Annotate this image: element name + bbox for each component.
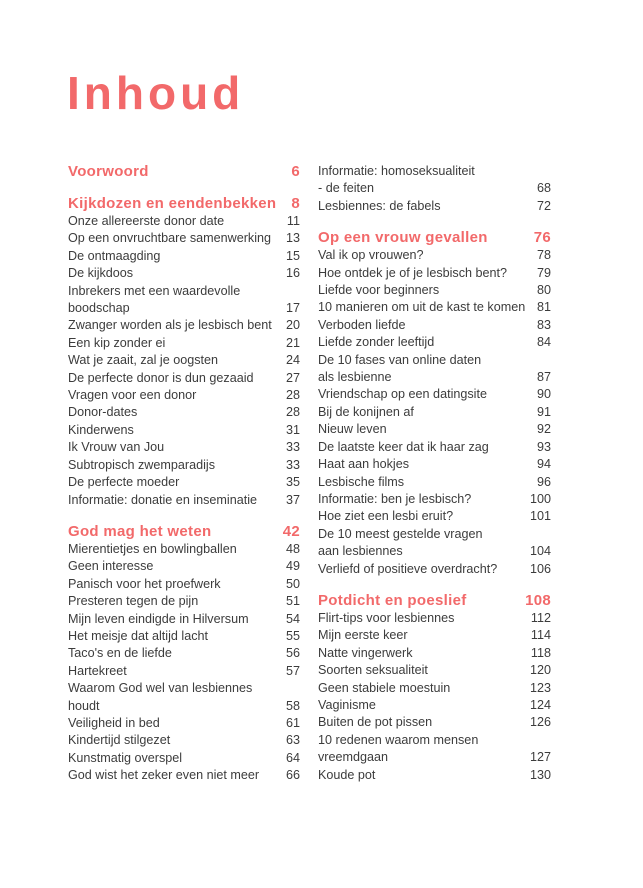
toc-entry-page: 84 [536,335,551,350]
toc-entry [68,750,300,767]
toc-entry-page: 100 [529,491,551,506]
toc-entry-page: 87 [536,370,551,385]
toc-entry [68,265,300,282]
toc-entry [68,732,300,749]
toc-column-left [68,163,300,785]
toc-entry-title: Hartekreet [68,663,127,678]
toc-entry-title: Natte vingerwerk [318,645,413,660]
toc-section-heading [318,592,551,610]
toc-entry-title: Vragen voor een donor [68,388,197,403]
toc-entry-page: 72 [536,198,551,213]
toc-entry-title: Buiten de pot pissen [318,715,433,730]
toc-entry [68,645,300,662]
toc-entry-page: 20 [285,318,300,333]
toc-entry-title: Flirt-tips voor lesbiennes [318,610,455,625]
toc-entry [318,456,551,473]
toc-entry-page: 35 [285,475,300,490]
toc-section-page: 8 [291,195,300,212]
toc-entry-title: Inbrekers met een waardevolle [68,283,241,298]
toc-entry-page: 17 [285,301,300,316]
toc-entry-title: Liefde voor beginners [318,283,440,298]
toc-entry-page: 21 [285,335,300,350]
toc-section-page: 42 [282,522,300,540]
toc-entry [68,558,300,575]
toc-entry-title: Verboden liefde [318,317,406,332]
toc-entry-title: Donor-dates [68,405,138,420]
toc-entry-page: 92 [536,422,551,437]
toc-entry [318,645,551,662]
toc-entry-title: Informatie: donatie en inseminatie [68,492,258,507]
toc-entry-page: 27 [285,370,300,385]
toc-entry [68,370,300,387]
toc-section-page: 6 [291,163,300,180]
toc-entry-page: 51 [285,594,300,609]
toc-entry-page: 130 [529,767,551,782]
toc-entry-page: 11 [286,214,300,228]
toc-entry-page: 91 [536,404,551,419]
toc-entry [318,265,551,282]
toc-entry-title: Hoe ziet een lesbi eruit? [318,509,454,524]
toc-entry [68,422,300,439]
toc-entry [318,352,551,369]
toc-entry-title: vreemdgaan [318,750,389,765]
toc-entry-page: 37 [285,492,300,507]
toc-entry-title: De perfecte donor is dun gezaaid [68,370,254,385]
toc-entry-page: 58 [285,698,300,713]
toc-entry-title: De perfecte moeder [68,475,180,490]
toc-entry-title: Subtropisch zwemparadijs [68,457,215,472]
toc-entry-page: 55 [285,628,300,643]
toc-entry-title: Informatie: homoseksualiteit [318,164,475,178]
toc-entry-page: 31 [285,422,300,437]
toc-entry-page: 124 [529,697,551,712]
toc-entry [68,335,300,352]
toc-entry-page: 114 [530,628,551,643]
toc-entry-page: 28 [285,405,300,420]
toc-entry-title: Lesbiennes: de fabels [318,198,441,213]
toc-entry-page: 15 [285,248,300,263]
toc-entry [318,439,551,456]
toc-entry [318,282,551,299]
toc-entry [318,247,551,264]
toc-entry-title: Veiligheid in bed [68,715,160,730]
toc-entry-title: Val ik op vrouwen? [318,248,424,263]
toc-entry-title: De ontmaagding [68,248,161,263]
toc-entry-page: 33 [285,440,300,455]
toc-column-right [318,163,551,784]
toc-entry [318,526,551,543]
toc-section-heading [68,523,300,541]
toc-entry-title: Vaginisme [318,697,376,712]
toc-columns [68,163,551,785]
page-title: Inhoud [67,67,245,119]
toc-entry [68,300,300,317]
toc-entry-title: aan lesbiennes [318,544,403,559]
toc-entry-page: 80 [536,283,551,298]
toc-entry-title: Nieuw leven [318,422,387,437]
toc-entry-title: Kunstmatig overspel [68,750,183,765]
toc-entry-title: De laatste keer dat ik haar zag [318,439,489,454]
toc-entry-title: Bij de konijnen af [318,404,414,419]
toc-entry [68,680,300,697]
toc-entry-page: 120 [529,663,551,678]
toc-entry-title: Zwanger worden als je lesbisch bent [68,318,272,333]
toc-entry-title: Liefde zonder leeftijd [318,335,435,350]
toc-entry [318,662,551,679]
toc-entry [68,457,300,474]
toc-section-title: Op een vrouw gevallen [318,229,488,247]
toc-entry [318,680,551,697]
toc-entry-page: 106 [529,561,551,576]
toc-entry-title: Onze allereerste donor date [68,214,225,228]
toc-entry-title: Op een onvruchtbare samenwerking [68,231,272,246]
toc-entry-page: 81 [536,300,551,315]
toc-entry [68,541,300,558]
toc-entry-title: als lesbienne [318,370,392,385]
toc-entry [318,491,551,508]
toc-entry-title: Mijn eerste keer [318,628,408,643]
toc-section-heading [68,195,300,213]
toc-entry [318,561,551,578]
toc-entry-title: Lesbische films [318,474,405,489]
toc-entry [68,593,300,610]
toc-entry [318,421,551,438]
toc-entry-title: Soorten seksualiteit [318,663,428,678]
toc-entry [68,317,300,334]
toc-entry-page: 101 [529,509,551,524]
toc-entry-page: 50 [285,576,300,591]
toc-entry-title: Haat aan hokjes [318,457,410,472]
toc-entry-title: Verliefd of positieve overdracht? [318,561,498,576]
toc-entry [318,299,551,316]
toc-entry [68,352,300,369]
toc-entry-title: God wist het zeker even niet meer [68,768,260,783]
toc-entry-page: 83 [536,317,551,332]
toc-entry-page: 63 [285,733,300,748]
toc-entry [68,213,300,230]
toc-entry [318,163,551,180]
toc-entry [318,180,551,197]
toc-entry-title: De 10 fases van online daten [318,352,482,367]
toc-entry-title: Een kip zonder ei [68,335,166,350]
toc-section-title: God mag het weten [68,522,212,540]
toc-entry [318,404,551,421]
toc-entry-title: - de feiten [318,181,375,196]
toc-entry [68,663,300,680]
toc-entry-title: Presteren tegen de pijn [68,594,199,609]
toc-section-heading [318,229,551,247]
toc-section-title: Kijkdozen en eendenbekken [68,195,277,212]
toc-section-heading [68,163,300,181]
toc-entry [68,611,300,628]
toc-entry-page: 127 [529,750,551,765]
toc-entry [68,474,300,491]
toc-entry-page: 24 [285,353,300,368]
toc-entry-title: Taco's en de liefde [68,646,172,661]
toc-entry-page: 93 [536,439,551,454]
toc-section-page: 108 [525,591,551,609]
toc-entry [318,749,551,766]
toc-entry [68,698,300,715]
toc-entry-title: Koude pot [318,767,376,782]
toc-entry-page: 68 [536,181,551,196]
toc-entry-page: 49 [285,559,300,574]
toc-entry-title: Mijn leven eindigde in Hilversum [68,611,249,626]
toc-section-title: Voorwoord [68,163,149,180]
toc-entry-page: 48 [285,541,300,556]
toc-entry-page: 33 [285,457,300,472]
toc-entry [68,576,300,593]
toc-entry [68,248,300,265]
toc-entry-title: boodschap [68,301,130,316]
toc-entry-page: 104 [529,544,551,559]
toc-entry-title: 10 manieren om uit de kast te komen [318,300,526,315]
toc-entry-title: Kindertijd stilgezet [68,733,171,748]
toc-entry-title: De 10 meest gestelde vragen [318,526,483,541]
toc-entry [318,508,551,525]
toc-entry [68,715,300,732]
toc-entry [68,628,300,645]
toc-entry-page: 123 [529,680,551,695]
toc-entry-page: 90 [536,387,551,402]
toc-entry-title: Hoe ontdek je of je lesbisch bent? [318,265,508,280]
toc-entry-title: Vriendschap op een datingsite [318,387,487,402]
toc-entry [68,439,300,456]
toc-entry-title: 10 redenen waarom mensen [318,732,479,747]
toc-entry [318,627,551,644]
toc-entry [68,767,300,784]
toc-entry-page: 112 [530,610,551,625]
toc-entry-title: Ik Vrouw van Jou [68,440,165,455]
toc-entry [318,317,551,334]
toc-entry [68,492,300,509]
toc-entry-page: 66 [285,768,300,783]
toc-entry-title: Panisch voor het proefwerk [68,576,221,591]
toc-entry [318,767,551,784]
toc-entry-page: 13 [285,231,300,246]
toc-entry [318,198,551,215]
toc-entry-page: 57 [285,663,300,678]
toc-entry [318,714,551,731]
toc-entry-title: Wat je zaait, zal je oogsten [68,353,219,368]
toc-entry [318,610,551,627]
toc-entry [68,387,300,404]
toc-entry-title: Geen interesse [68,559,154,574]
toc-entry-page: 78 [536,248,551,263]
toc-entry-page: 54 [285,611,300,626]
toc-section-title: Potdicht en poeslief [318,591,467,609]
toc-entry-title: Geen stabiele moestuin [318,680,451,695]
toc-entry-title: Kinderwens [68,422,134,437]
toc-entry [68,230,300,247]
toc-entry-page: 61 [285,715,300,730]
toc-entry-page: 126 [529,715,551,730]
toc-entry-title: Informatie: ben je lesbisch? [318,491,472,506]
toc-entry [318,474,551,491]
toc-entry-title: houdt [68,698,100,713]
toc-entry [318,543,551,560]
toc-entry-page: 79 [536,265,551,280]
toc-entry-title: Het meisje dat altijd lacht [68,628,208,643]
toc-entry [68,283,300,300]
toc-entry [318,697,551,714]
toc-entry-title: De kijkdoos [68,266,134,281]
toc-entry-page: 118 [530,645,551,660]
toc-entry-page: 94 [536,457,551,472]
toc-entry [318,334,551,351]
toc-entry-page: 96 [536,474,551,489]
toc-entry-title: Mierentietjes en bowlingballen [68,541,237,556]
toc-entry-page: 56 [285,646,300,661]
toc-entry-page: 16 [285,266,300,281]
toc-entry-page: 64 [285,750,300,765]
toc-entry [318,369,551,386]
toc-entry [68,404,300,421]
toc-entry-title: Waarom God wel van lesbiennes [68,681,253,696]
toc-entry [318,386,551,403]
toc-section-page: 76 [533,229,551,247]
toc-entry [318,732,551,749]
toc-entry-page: 28 [285,388,300,403]
